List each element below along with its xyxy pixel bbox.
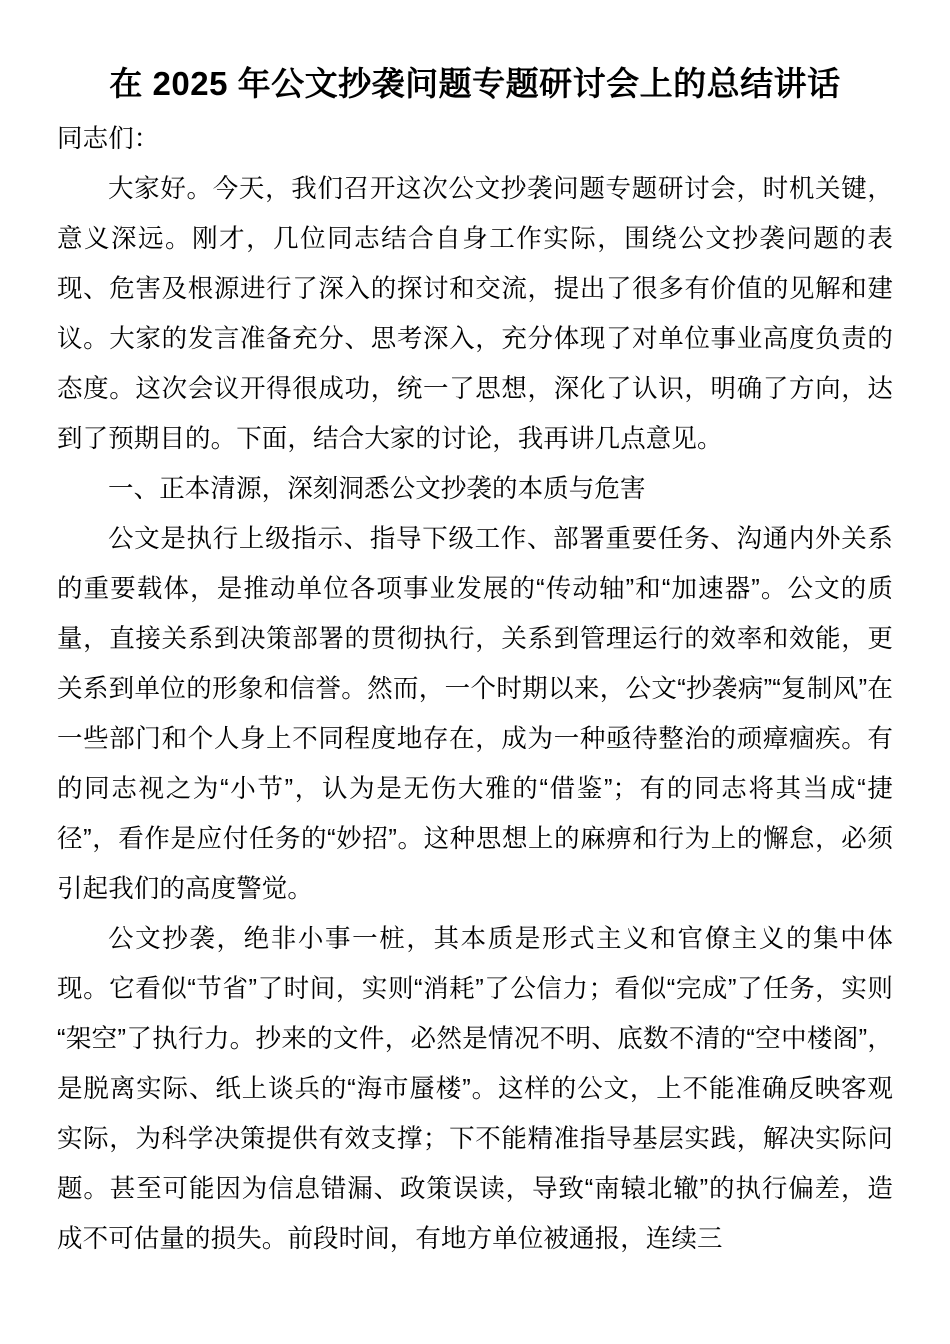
section-heading-1: 一、正本清源，深刻洞悉公文抄袭的本质与危害 [108,475,646,503]
paragraph-section-1-2: 公文抄袭，绝非小事一桩，其本质是形式主义和官僚主义的集中体现。它看似“节省”了时间，实则“消耗”了公信力；看似“完成”了任务，实则“架空”了执行力。抄来的文件，必然是情况不明、底数不清的“空中楼阁”，是脱离实际、纸上谈兵的“海市蜃楼”。这样的公文，上不能准确反映客观实际，为科学决策提供有效支撑；下不能精准指导基层实践，解决实际问题。甚至可能因为信息错漏、政策误读，导致“南辕北辙”的执行偏差，造成不可估量的损失。前段时间，有地方单位被通报，连续三 [57,925,893,1253]
salutation: 同志们： [57,125,160,153]
page-title: 在 2025 年公文抄袭问题专题研讨会上的总结讲话 [109,65,841,102]
document-content [57,0,893,1264]
paragraph-section-1-1: 公文是执行上级指示、指导下级工作、部署重要任务、沟通内外关系的重要载体，是推动单位各项事业发展的“传动轴”和“加速器”。公文的质量，直接关系到决策部署的贯彻执行，关系到管理运行的效率和效能，更关系到单位的形象和信誉。然而，一个时期以来，公文“抄袭病”“复制风”在一些部门和个人身上不同程度地存在，成为一种亟待整治的顽瘴痼疾。有的同志视之为“小节”，认为是无伤大雅的“借鉴”；有的同志将其当成“捷径”，看作是应付任务的“妙招”。这种思想上的麻痹和行为上的懈怠，必须引起我们的高度警觉。 [57,525,893,903]
paragraph-opening: 大家好。今天，我们召开这次公文抄袭问题专题研讨会，时机关键，意义深远。刚才，几位同志结合自身工作实际，围绕公文抄袭问题的表现、危害及根源进行了深入的探讨和交流，提出了很多有价值的见解和建议。大家的发言准备充分、思考深入，充分体现了对单位事业高度负责的态度。这次会议开得很成功，统一了思想，深化了认识，明确了方向，达到了预期目的。下面，结合大家的讨论，我再讲几点意见。 [57,175,893,453]
